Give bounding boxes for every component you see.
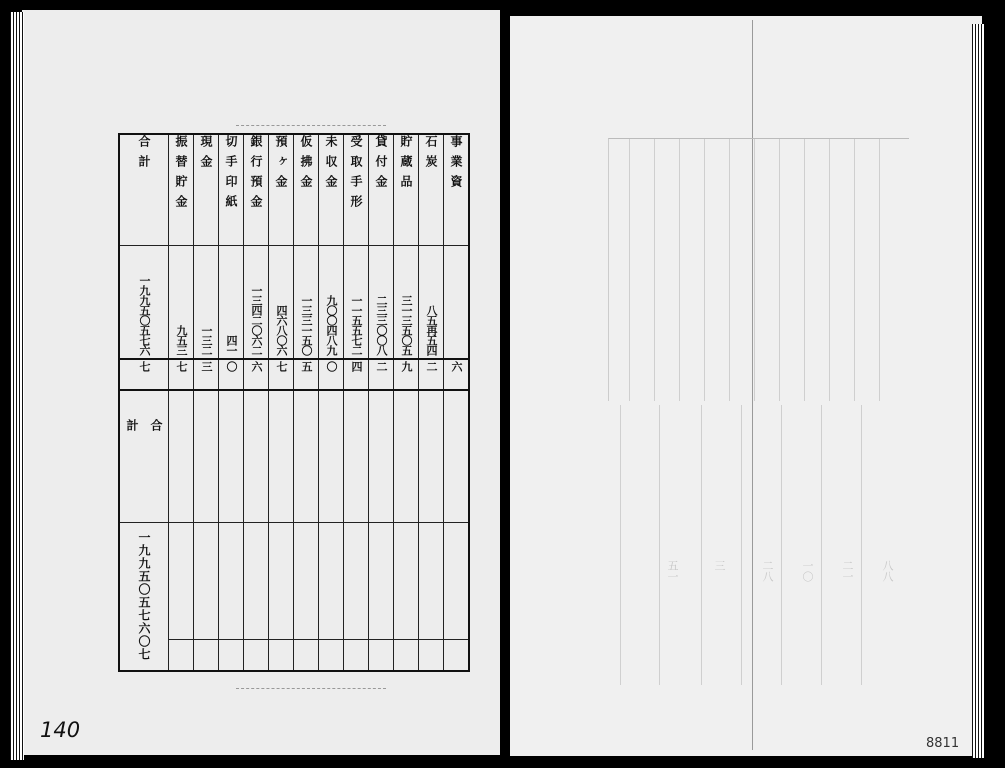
ledger-total-label-row <box>119 390 469 523</box>
bleed-through-table <box>608 138 909 401</box>
header-cell: 受取手形 <box>349 135 363 215</box>
ledger-total-value-row <box>119 523 469 640</box>
page-edge-right <box>972 24 984 758</box>
value-cell: 三一三五〇五 <box>400 295 413 355</box>
page-number-right: 8811 <box>926 736 960 751</box>
value-cell: 四 <box>350 361 363 371</box>
ledger-bottom-row <box>119 640 469 672</box>
value-cell: 八五再五四 <box>425 305 438 355</box>
header-cell: 切手印紙 <box>224 135 238 215</box>
value-cell: 一三二 <box>200 325 213 355</box>
total-value: 一九九五〇五七六〇七 <box>137 531 151 661</box>
value-cell: 一三三一五〇 <box>300 295 313 355</box>
value-cell: 二 <box>375 361 388 371</box>
book-spine <box>502 6 510 762</box>
header-cell: 仮拂金 <box>299 135 313 195</box>
header-cell: 振替貯金 <box>174 135 188 215</box>
value-cell: 四六八〇六 <box>275 305 288 355</box>
value-cell: 四一 <box>225 335 238 355</box>
bleed-through-mark: 三 <box>713 560 726 571</box>
header-cell: 貯蔵品 <box>399 135 413 195</box>
value-cell: 一九九五〇五七六 <box>138 275 151 355</box>
bleed-through-table-lower <box>620 405 916 685</box>
page-number-left: 140 <box>40 718 81 742</box>
bleed-through-mark: 五一 <box>666 560 679 582</box>
header-cell: 石炭 <box>424 135 438 175</box>
bleed-through-mark: 二一 <box>841 560 854 582</box>
header-cell: 貸付金 <box>374 135 388 195</box>
dashed-rule-top <box>236 125 386 127</box>
value-cell: 〇 <box>325 361 338 371</box>
header-cell: 現金 <box>199 135 213 175</box>
ledger-value-row <box>119 246 469 360</box>
header-cell: 預ヶ金 <box>274 135 288 195</box>
value-cell: 九〇〇四八九 <box>325 295 338 355</box>
value-cell: 七 <box>138 361 151 371</box>
value-cell: 七 <box>275 361 288 371</box>
header-cell: 未収金 <box>324 135 338 195</box>
page-edge-left <box>10 12 24 760</box>
header-cell: 銀行預金 <box>249 135 263 215</box>
value-cell: 二 <box>425 361 438 371</box>
value-cell: 五 <box>300 361 313 371</box>
value-cell: 二三三〇〇八 <box>375 295 388 355</box>
header-cell: 事業資 <box>449 135 463 195</box>
value-cell: 九五三 <box>175 325 188 355</box>
value-cell: 九 <box>400 361 413 371</box>
value-cell: 六 <box>250 361 263 371</box>
ledger-table <box>118 133 470 672</box>
value-cell: 七 <box>175 361 188 371</box>
value-cell: 六 <box>450 361 463 371</box>
bleed-through-mark: 二八 <box>761 560 774 582</box>
bleed-through-mark: 一〇 <box>801 560 814 582</box>
value-cell: 三 <box>200 361 213 371</box>
total-label: 合計 <box>125 419 163 491</box>
ledger-value-tail-row <box>119 359 469 390</box>
header-cell: 合計 <box>137 135 151 175</box>
value-cell: 一三四二〇六二 <box>250 285 263 355</box>
dashed-rule-bottom <box>236 688 386 690</box>
ledger-header-row <box>119 134 469 246</box>
value-cell: 〇 <box>225 361 238 371</box>
bleed-through-mark: 八八 <box>881 560 894 582</box>
value-cell: 一一五五七二 <box>350 295 363 355</box>
